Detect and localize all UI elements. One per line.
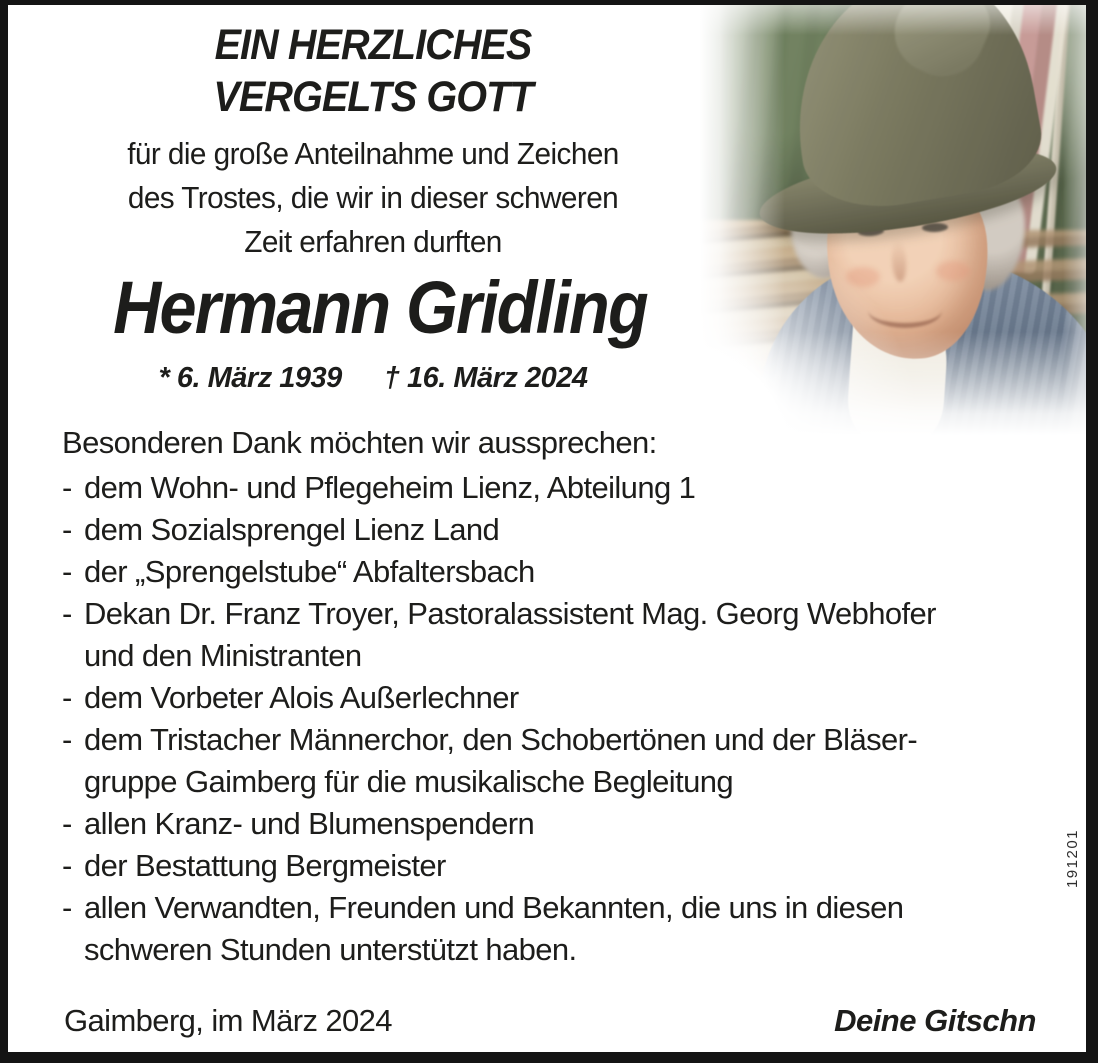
thanks-item-line: und den Ministranten (84, 638, 362, 673)
thanks-item-line: gruppe Gaimberg für die musikalische Begleitung (84, 764, 734, 799)
thanks-item-line: der Bestattung Bergmeister (84, 848, 446, 883)
intro-line: für die große Anteilnahme und Zeichen (127, 136, 619, 171)
thanks-item-text (84, 593, 1052, 677)
thanks-item (62, 845, 1052, 887)
thanks-item-text (84, 845, 1052, 887)
thanks-item-line: dem Tristacher Männerchor, den Schobertönen und der Bläser- (84, 722, 918, 757)
thanks-item-text (84, 803, 1052, 845)
thanks-list (62, 467, 1052, 971)
bullet-dash: - (62, 554, 72, 589)
headline-line1: EIN HERZLICHES (214, 21, 532, 69)
thanks-item-line: allen Kranz- und Blumenspendern (84, 806, 535, 841)
thanks-item-text (84, 677, 1052, 719)
thanks-item-line: der „Sprengelstube“ Abfaltersbach (84, 554, 535, 589)
thanks-item-line: schweren Stunden unterstützt haben. (84, 932, 577, 967)
life-dates (8, 362, 738, 395)
thanks-item-line: Dekan Dr. Franz Troyer, Pastoralassistent Mag. Georg Webhofer (84, 596, 936, 631)
birth-date: * 6. März 1939 (158, 362, 342, 394)
bullet-dash: - (62, 596, 72, 631)
thanks-item-line: dem Vorbeter Alois Außerlechner (84, 680, 519, 715)
deceased-name: Hermann Gridling (113, 266, 647, 349)
photo-white-fade (700, 5, 1086, 435)
thanks-item-text (84, 887, 1052, 971)
thanks-item (62, 719, 1052, 803)
bullet-dash: - (62, 848, 72, 883)
thanks-item (62, 509, 1052, 551)
thanks-item-line: dem Wohn- und Pflegeheim Lienz, Abteilung 1 (84, 470, 696, 505)
death-date: † 16. März 2024 (383, 362, 588, 394)
bullet-dash: - (62, 680, 72, 715)
thanks-item (62, 593, 1052, 677)
bullet-dash: - (62, 512, 72, 547)
intro-line: Zeit erfahren durften (244, 224, 502, 259)
bullet-dash: - (62, 806, 72, 841)
bullet-dash: - (62, 722, 72, 757)
thanks-item (62, 677, 1052, 719)
thanks-item (62, 887, 1052, 971)
thanks-intro: Besonderen Dank möchten wir aussprechen: (62, 425, 657, 460)
thanks-item-text (84, 551, 1052, 593)
thanks-item-text (84, 467, 1052, 509)
place-and-date: Gaimberg, im März 2024 (64, 1003, 392, 1038)
thanks-item (62, 551, 1052, 593)
portrait-photo (700, 5, 1086, 435)
thanks-item (62, 467, 1052, 509)
thanks-item-text (84, 509, 1052, 551)
bullet-dash: - (62, 890, 72, 925)
reference-number: 191201 (1064, 828, 1082, 888)
signature: Deine Gitschn (834, 1003, 1036, 1038)
intro-line: des Trostes, die wir in dieser schweren (127, 180, 619, 215)
thanks-item-text (84, 719, 1052, 803)
thanks-item-line: dem Sozialsprengel Lienz Land (84, 512, 500, 547)
bullet-dash: - (62, 470, 72, 505)
headline (37, 19, 709, 124)
thanks-item-line: allen Verwandten, Freunden und Bekannten, die uns in diesen (84, 890, 904, 925)
intro-paragraph (23, 132, 724, 264)
thanks-item (62, 803, 1052, 845)
headline-line2: VERGELTS GOTT (213, 73, 533, 122)
